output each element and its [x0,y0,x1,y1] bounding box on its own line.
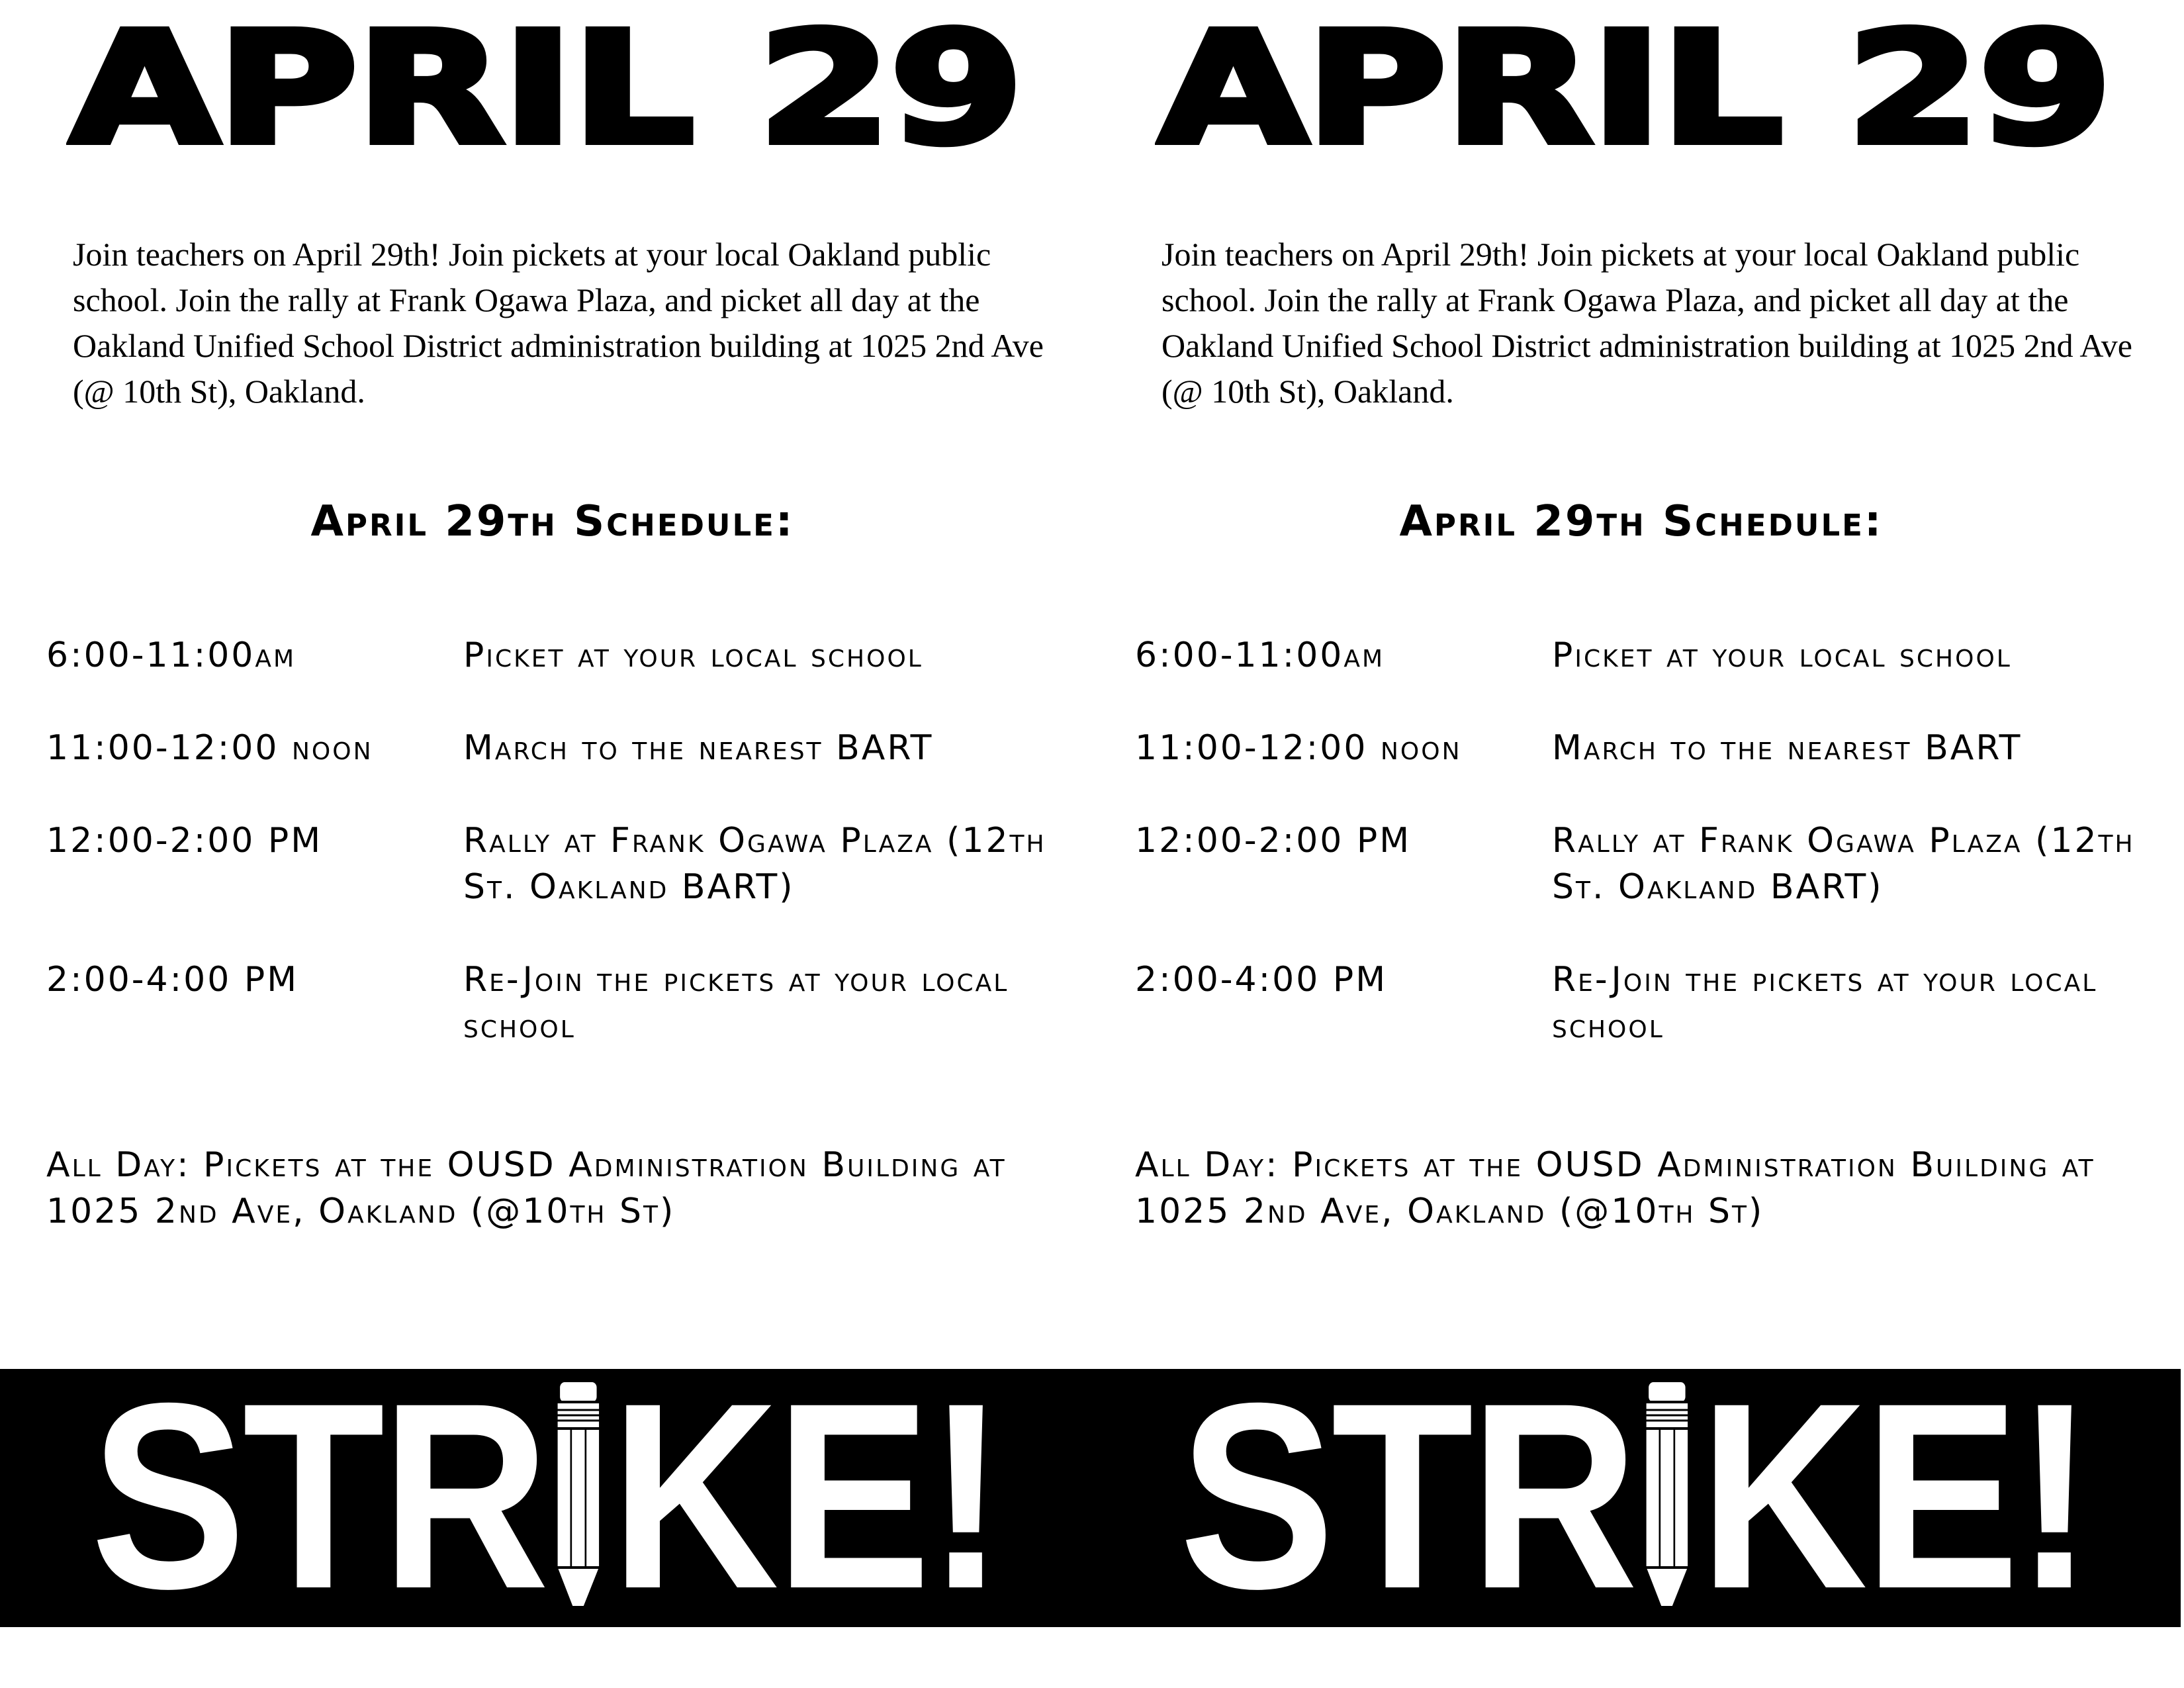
schedule-description: March to the nearest BART [463,728,934,768]
strike-wordmark [1154,1348,2115,1644]
schedule-description: Picket at your local school [1552,635,2012,675]
strike-text-start: STR [1179,1348,1635,1644]
schedule-time: 6:00-11:00am [1135,635,1385,675]
schedule-description: Rally at Frank Ogawa Plaza (12th St. Oakland BART) [1552,821,2135,907]
pencil-icon [551,1377,606,1628]
intro-paragraph: Join teachers on April 29th! Join pickets at your local Oakland public school. Join the rally at Frank Ogawa Plaza, and picket all day at the Oakland Unified School District administration building at 1025 2nd Ave (@ 10th St), Oakland. [73,236,1044,410]
schedule-description: Rally at Frank Ogawa Plaza (12th St. Oakland BART) [463,821,1046,907]
schedule-description: Re-Join the pickets at your local school [1552,960,2098,1046]
headline: APRIL 29 [1159,0,2111,178]
flyer-right [1089,0,2181,1688]
strike-text-end: KE! [610,1348,1002,1644]
schedule-time: 2:00-4:00 PM [1135,960,1388,1000]
schedule-description: March to the nearest BART [1552,728,2023,768]
schedule-title: April 29th Schedule: [1399,497,1884,546]
schedule-time: 6:00-11:00am [46,635,296,675]
schedule-description: Picket at your local school [463,635,923,675]
schedule-time: 11:00-12:00 noon [46,728,373,768]
all-day-note: All Day: Pickets at the OUSD Administration Building at 1025 2nd Ave, Oakland (@10th St) [1135,1145,2095,1231]
strike-text-start: STR [90,1348,547,1644]
schedule-time: 2:00-4:00 PM [46,960,299,1000]
headline: APRIL 29 [70,0,1022,178]
all-day-note: All Day: Pickets at the OUSD Administration Building at 1025 2nd Ave, Oakland (@10th St) [46,1145,1007,1231]
strike-text-end: KE! [1699,1348,2091,1644]
schedule-time: 12:00-2:00 PM [46,821,323,861]
schedule-time: 11:00-12:00 noon [1135,728,1462,768]
schedule-title: April 29th Schedule: [310,497,795,546]
schedule-time: 12:00-2:00 PM [1135,821,1412,861]
intro-paragraph: Join teachers on April 29th! Join pickets at your local Oakland public school. Join the rally at Frank Ogawa Plaza, and picket all day at the Oakland Unified School District administration building at 1025 2nd Ave (@ 10th St), Oakland. [1161,236,2132,410]
schedule-description: Re-Join the pickets at your local school [463,960,1009,1046]
pencil-icon [1639,1377,1695,1628]
strike-wordmark [66,1348,1026,1644]
